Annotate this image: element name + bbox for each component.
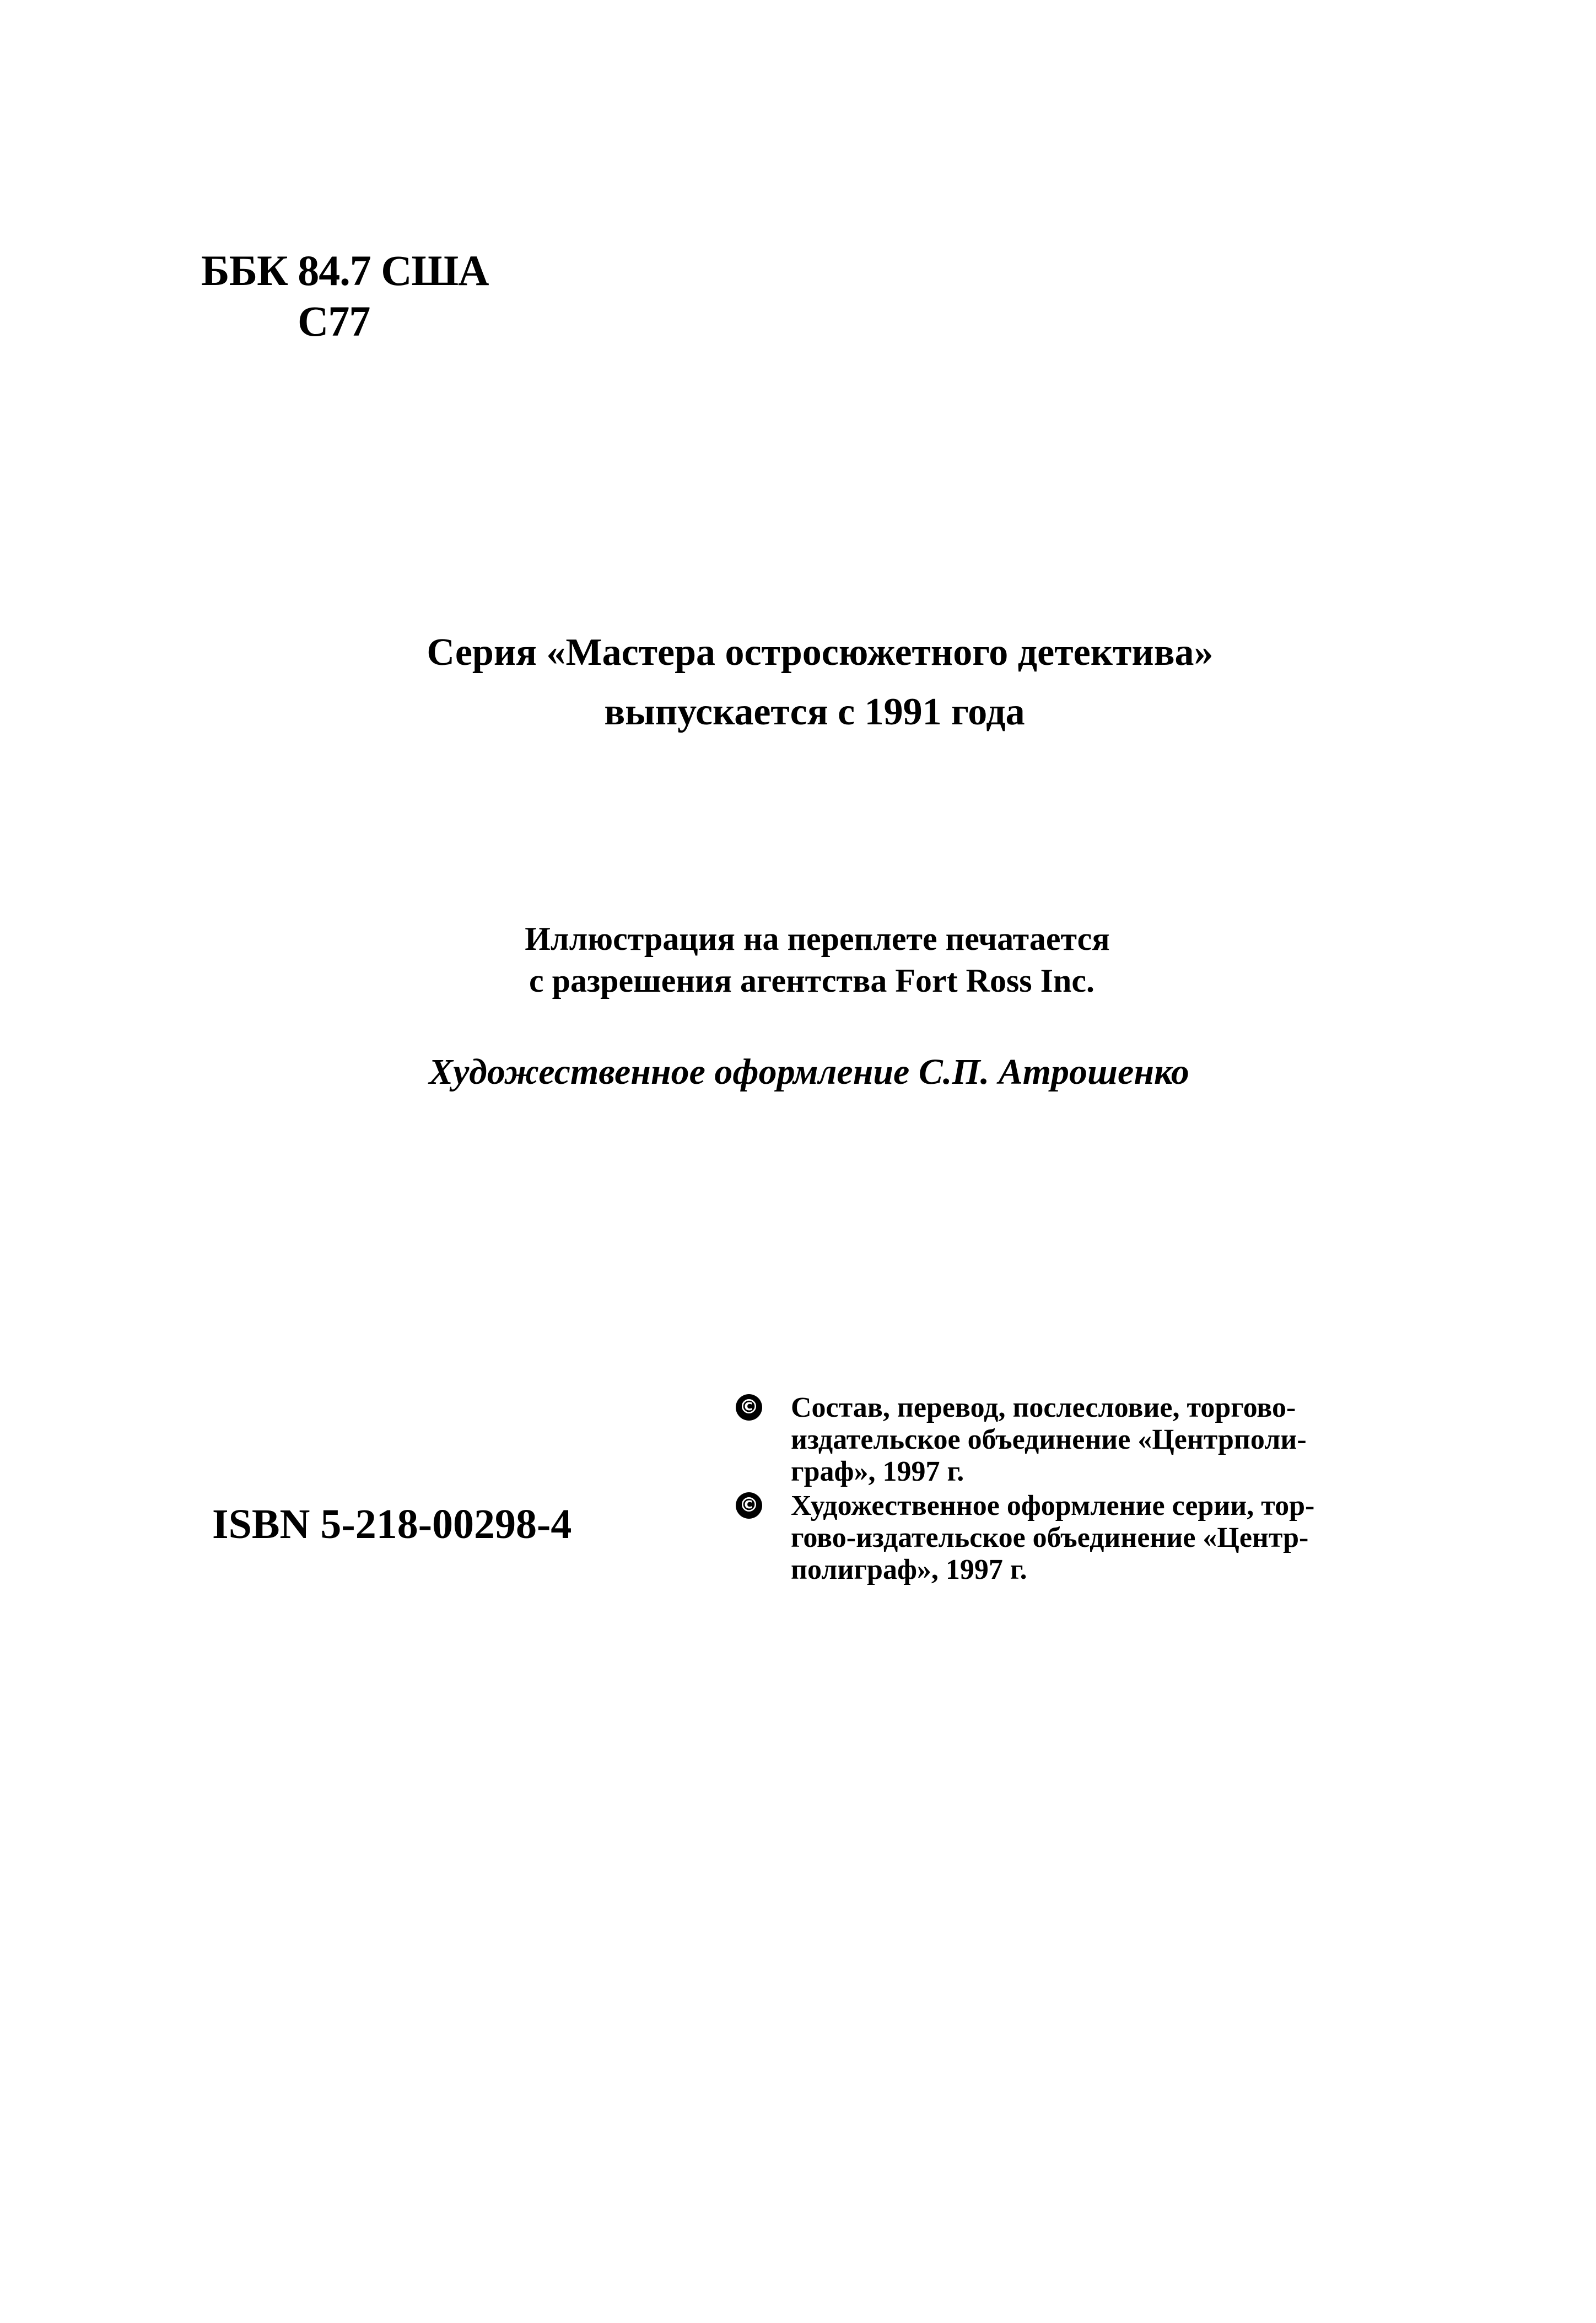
copyright-text: Художественное оформление серии, тор- гово-издательское объединение «Центр- полиграф», 1997 г.: [791, 1490, 1315, 1585]
copyright-icon: ©: [736, 1492, 762, 1519]
series-note: [0, 623, 1596, 742]
art-design-credit: Художественное оформление С.П. Атрошенко: [429, 1052, 1189, 1092]
isbn: ISBN 5-218-00298-4: [212, 1501, 572, 1547]
copyright-entry: [736, 1490, 1403, 1586]
illustration-line-2: с разрешения агентства Fort Ross Inc.: [529, 962, 1094, 999]
author-mark: С77: [298, 297, 370, 345]
series-title: Серия «Мастера остросюжетного детектива»: [427, 631, 1214, 674]
series-since: выпускается с 1991 года: [604, 691, 1025, 733]
illustration-line-1: Иллюстрация на переплете печатается: [525, 921, 1110, 957]
copyright-entry: [736, 1392, 1403, 1488]
bbk-code: ББК 84.7 США: [201, 246, 489, 294]
copyright-text: Состав, перевод, послесловие, торгово- издательское объединение «Центрполи- граф», 1997 г.: [791, 1392, 1307, 1487]
copyright-icon: ©: [736, 1394, 762, 1421]
library-classification: [201, 245, 489, 347]
copyright-block: [736, 1392, 1403, 1588]
cover-illustration-note: [0, 918, 1596, 1002]
